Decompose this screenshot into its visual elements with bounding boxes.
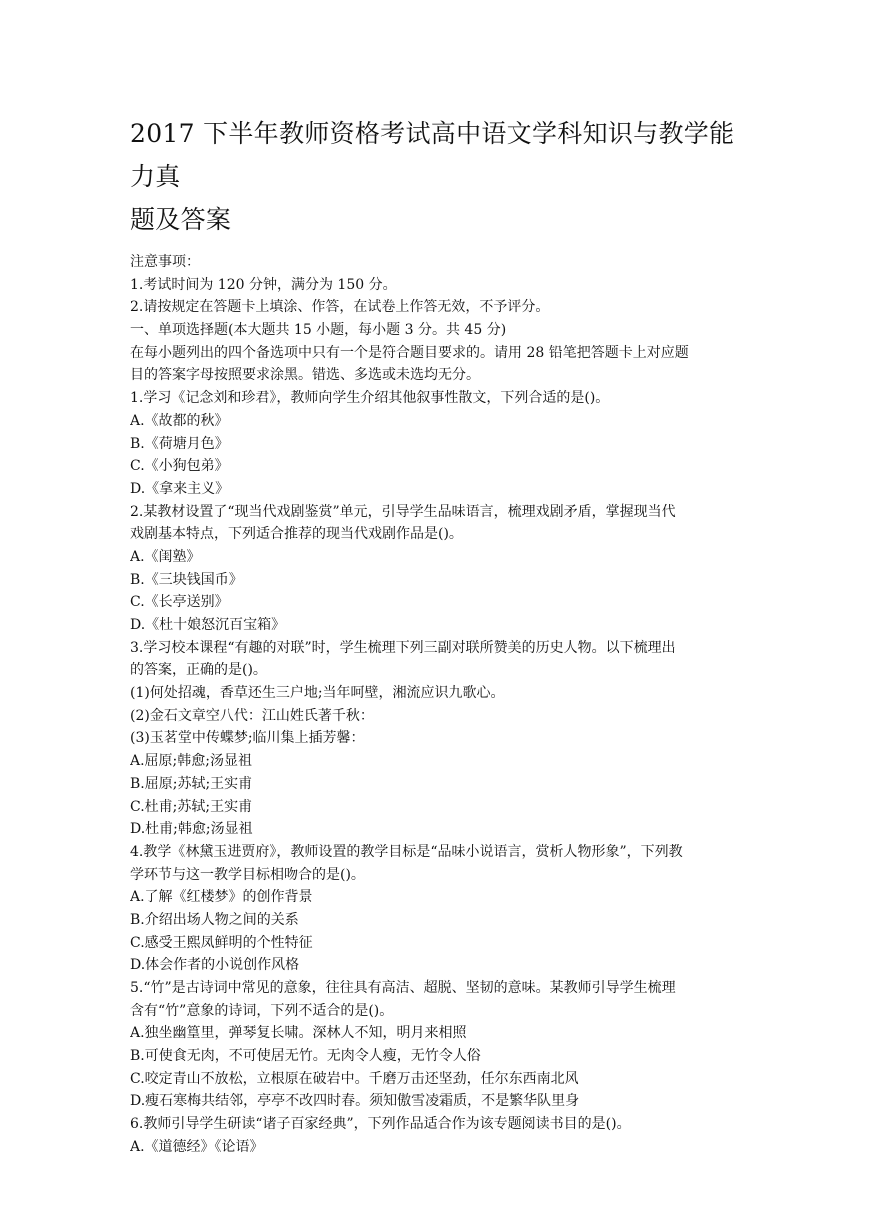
text-line: D.《拿来主义》 <box>130 480 230 497</box>
text-line: C.感受王熙凤鲜明的个性特征 <box>130 934 313 951</box>
text-line: A.《道德经》《论语》 <box>130 1138 264 1155</box>
text-line: A.《故都的秋》 <box>130 412 229 429</box>
text-line: A.屈原;韩愈;汤显祖 <box>130 753 252 770</box>
text-line: C.《长亭送别》 <box>130 594 229 611</box>
text-line: (1)何处招魂，香草还生三户地;当年呵壁，湘流应识九歌心。 <box>130 685 505 702</box>
text-line: A.了解《红楼梦》的创作背景 <box>130 889 313 906</box>
text-line: 2.请按规定在答题卡上填涂、作答，在试卷上作答无效，不予评分。 <box>130 299 550 316</box>
text-line: A.《闺塾》 <box>130 548 201 565</box>
text-line: 目的答案字母按照要求涂黑。错选、多选或未选均无分。 <box>130 367 480 384</box>
document-title <box>130 112 742 241</box>
text-line: (2)金石文章空八代：江山姓氏著千秋： <box>130 707 374 724</box>
text-line: C.杜甫;苏轼;王实甫 <box>130 798 253 815</box>
text-line: 1.学习《记念刘和珍君》，教师向学生介绍其他叙事性散文，下列合适的是()。 <box>130 390 610 407</box>
text-line: B.《三块钱国币》 <box>130 571 243 588</box>
text-line: C.《小狗包弟》 <box>130 458 229 475</box>
text-line: C.咬定青山不放松，立根原在破岩中。千磨万击还坚劲，任尔东西南北风 <box>130 1070 579 1087</box>
text-line: B.《荷塘月色》 <box>130 435 229 452</box>
text-line: B.可使食无肉，不可使居无竹。无肉令人瘦，无竹令人俗 <box>130 1048 481 1065</box>
text-line: (3)玉茗堂中传蝶梦;临川集上插芳馨： <box>130 730 365 747</box>
text-line: 2.某教材设置了“现当代戏剧鉴赏”单元，引导学生品味语言，梳理戏剧矛盾，掌握现当代 <box>130 503 676 520</box>
text-line: 3.学习校本课程“有趣的对联”时，学生梳理下列三副对联所赞美的历史人物。以下梳理出 <box>130 639 676 656</box>
title-line-1: 2017 下半年教师资格考试高中语文学科知识与教学能力真 <box>130 119 735 191</box>
text-line: B.屈原;苏轼;王实甫 <box>130 775 253 792</box>
text-line: 5.“竹”是古诗词中常见的意象，往往具有高洁、超脱、坚韧的意味。某教师引导学生梳理 <box>130 980 676 996</box>
text-line: A.独坐幽篁里，弹琴复长啸。深林人不知，明月来相照 <box>130 1025 467 1042</box>
text-line: D.瘦石寒梅共结邻，亭亭不改四时春。须知傲雪凌霜质，不是繁华队里身 <box>130 1093 580 1110</box>
text-line: 注意事项： <box>130 254 200 270</box>
text-line: 含有“竹”意象的诗词，下列不适合的是()。 <box>130 1002 394 1019</box>
text-line: 在每小题列出的四个备选项中只有一个是符合题目要求的。请用 28 铅笔把答题卡上对应题 <box>130 344 689 361</box>
text-line: 戏剧基本特点，下列适合推荐的现当代戏剧作品是()。 <box>130 526 463 543</box>
text-line: 1.考试时间为 120 分钟，满分为 150 分。 <box>130 276 397 293</box>
title-line-2: 题及答案 <box>130 205 232 234</box>
text-line: D.杜甫;韩愈;汤显祖 <box>130 821 253 838</box>
text-line: 4.教学《林黛玉进贾府》，教师设置的教学目标是“品味小说语言，赏析人物形象”，下列教 <box>130 843 683 860</box>
text-line: 6.教师引导学生研读“诸子百家经典”，下列作品适合作为该专题阅读书目的是()。 <box>130 1116 631 1133</box>
text-line: 的答案，正确的是()。 <box>130 662 267 679</box>
text-line: B.介绍出场人物之间的关系 <box>130 911 299 928</box>
document-body <box>130 251 742 1159</box>
text-line: D.体会作者的小说创作风格 <box>130 957 300 974</box>
document-page <box>130 112 742 1159</box>
text-line: D.《杜十娘怒沉百宝箱》 <box>130 617 286 633</box>
text-line: 一、单项选择题(本大题共 15 小题，每小题 3 分。共 45 分) <box>130 322 507 339</box>
text-line: 学环节与这一教学目标相吻合的是()。 <box>130 866 365 883</box>
